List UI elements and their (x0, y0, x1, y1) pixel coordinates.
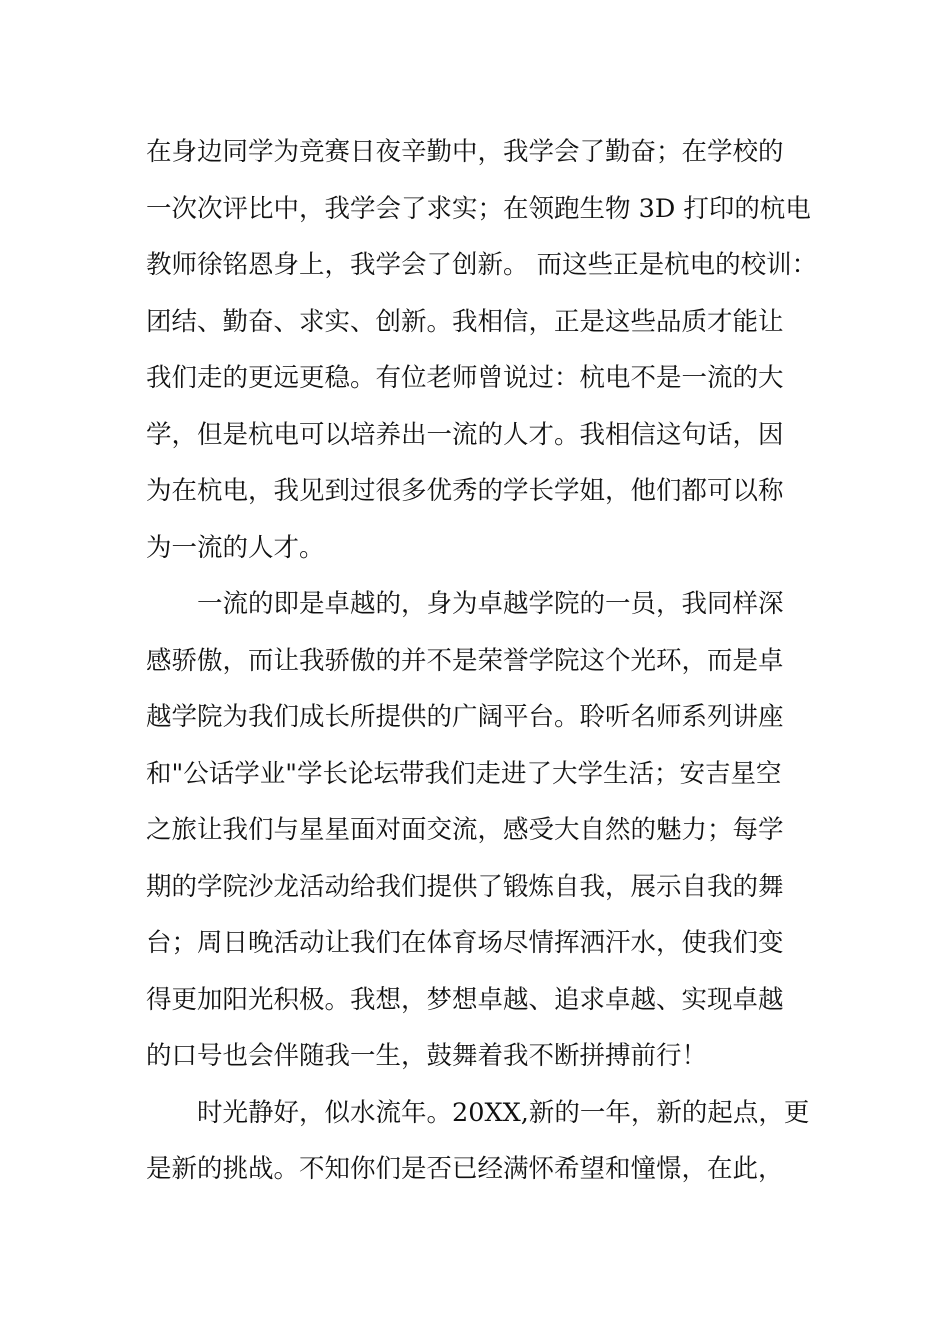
text-line: 一次次评比中，我学会了求实；在领跑生物 3D 打印的杭电 (146, 193, 811, 224)
text-line: 越学院为我们成长所提供的广阔平台。聆听名师系列讲座 (146, 702, 784, 732)
text-line: 是新的挑战。不知你们是否已经满怀希望和憧憬，在此， (146, 1154, 784, 1184)
text-line: 之旅让我们与星星面对面交流，感受大自然的魅力；每学 (146, 815, 784, 845)
text-line: 学，但是杭电可以培养出一流的人才。我相信这句话，因 (146, 419, 784, 450)
text-line: 教师徐铭恩身上，我学会了创新。 而这些正是杭电的校训： (146, 250, 818, 280)
text-line: 期的学院沙龙活动给我们提供了锻炼自我，展示自我的舞 (146, 871, 784, 902)
text-line: 为在杭电，我见到过很多优秀的学长学姐，他们都可以称 (146, 476, 784, 506)
text-line: 得更加阳光积极。我想，梦想卓越、追求卓越、实现卓越 (146, 984, 784, 1015)
text-line: 感骄傲，而让我骄傲的并不是荣誉学院这个光环，而是卓 (146, 645, 784, 676)
text-line: 为一流的人才。 (146, 532, 325, 563)
text-line: 在身边同学为竞赛日夜辛勤中，我学会了勤奋；在学校的 (146, 137, 784, 167)
text-line: 时光静好，似水流年。20XX,新的一年，新的起点，更 (146, 1097, 810, 1128)
text-line: 我们走的更远更稳。有位老师曾说过：杭电不是一流的大 (146, 363, 784, 393)
body-text (146, 129, 836, 1203)
text-line: 和"公话学业"学长论坛带我们走进了大学生活；安吉星空 (146, 758, 782, 789)
text-line: 台；周日晚活动让我们在体育场尽情挥洒汗水，使我们变 (146, 928, 784, 958)
text-line: 团结、勤奋、求实、创新。我相信，正是这些品质才能让 (146, 306, 784, 337)
text-line: 的口号也会伴随我一生，鼓舞着我不断拼搏前行！ (146, 1041, 708, 1071)
text-line: 一流的即是卓越的，身为卓越学院的一员，我同样深 (146, 589, 784, 619)
